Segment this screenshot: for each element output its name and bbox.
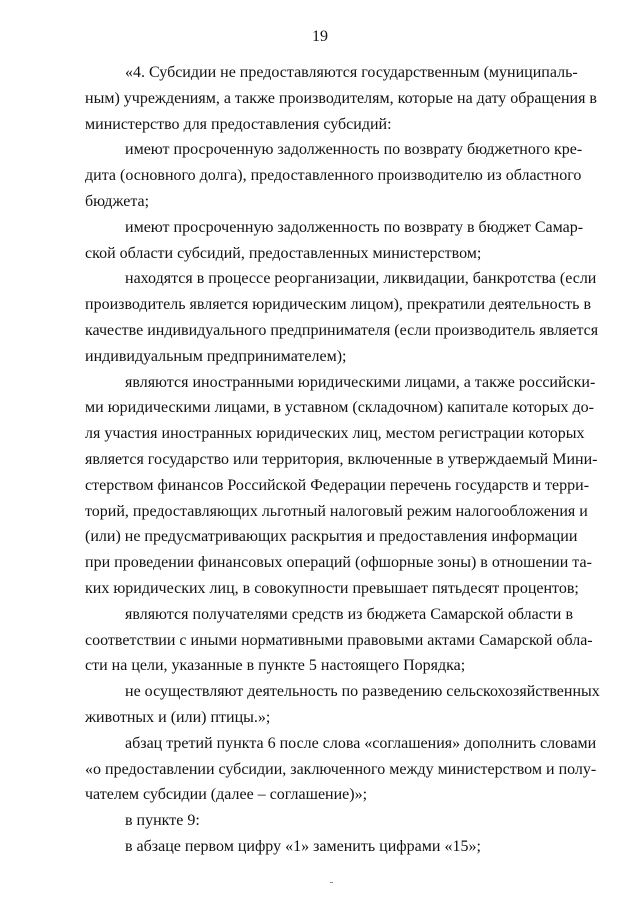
text-line: «4. Субсидии не предоставляются государственным (муниципаль- — [125, 64, 578, 81]
text-line: качестве индивидуального предпринимателя (если производитель является — [85, 321, 599, 339]
scan-artifact — [330, 882, 333, 883]
paragraph-8 — [85, 731, 597, 808]
text-line: не осуществляют деятельность по разведению сельскохозяйственных — [125, 683, 600, 701]
paragraph-3 — [85, 215, 584, 267]
text-line: сти на цели, указанные в пункте 5 настоящего Порядка; — [85, 657, 466, 675]
text-line: ля участия иностранных юридических лиц, местом регистрации которых — [85, 425, 585, 443]
text-line: дита (основного долга), предоставленного производителю из областного — [85, 167, 582, 185]
text-line: «о предоставлении субсидии, заключенного между министерством и полу- — [85, 760, 597, 778]
text-line: в пункте 9: — [125, 812, 200, 830]
document-body — [85, 60, 600, 860]
text-line: министерство для предоставления субсидий: — [85, 115, 392, 133]
paragraph-6 — [85, 602, 593, 679]
text-line: торий, предоставляющих льготный налоговый режим налогообложения и — [85, 502, 588, 520]
text-line: абзац третий пункта 6 после слова «соглашения» дополнить словами — [125, 734, 597, 752]
paragraph-7 — [85, 679, 600, 731]
text-line: чателем субсидии (далее – соглашение)»; — [85, 786, 368, 804]
text-line: является государство или территория, включенные в утверждаемый Мини- — [85, 450, 598, 468]
text-line: животных и (или) птицы.»; — [85, 708, 271, 726]
text-line: являются иностранными юридическими лицами, а также российски- — [125, 373, 596, 391]
text-line: являются получателями средств из бюджета Самарской области в — [125, 605, 573, 623]
text-line: ской области субсидий, предоставленных министерством; — [85, 244, 482, 262]
page-number: 19 — [312, 28, 328, 45]
text-line: соответствии с иными нормативными правовыми актами Самарской обла- — [85, 631, 593, 649]
text-line: ми юридическими лицами, в уставном (складочном) капитале которых до- — [85, 399, 594, 417]
paragraph-4 — [85, 266, 599, 369]
text-line: производитель является юридическим лицом), прекратили деятельность в — [85, 296, 591, 314]
text-line: находятся в процессе реорганизации, ликвидации, банкротства (если — [125, 270, 597, 288]
text-line: стерством финансов Российской Федерации перечень государств и терри- — [85, 476, 590, 494]
text-line: при проведении финансовых операций (офшорные зоны) в отношении та- — [85, 554, 592, 572]
text-line: имеют просроченную задолженность по возврату в бюджет Самар- — [125, 218, 584, 236]
paragraph-5 — [85, 370, 598, 602]
text-line: имеют просроченную задолженность по возврату бюджетного кре- — [125, 141, 583, 159]
text-line: ких юридических лиц, в совокупности превышает пятьдесят процентов; — [85, 579, 579, 597]
paragraph-10 — [85, 834, 573, 860]
text-line: в абзаце первом цифру «1» заменить цифрами «15»; — [125, 837, 481, 855]
text-line: ным) учреждениям, а также производителям, которые на дату обращения в — [85, 89, 597, 107]
text-line: бюджета; — [85, 192, 150, 210]
paragraph-9 — [85, 808, 573, 834]
paragraph-2 — [85, 137, 583, 214]
text-line: (или) не предусматривающих раскрытия и предоставления информации — [85, 528, 578, 546]
paragraph-1 — [85, 60, 597, 137]
text-line: индивидуальным предпринимателем); — [85, 347, 347, 365]
